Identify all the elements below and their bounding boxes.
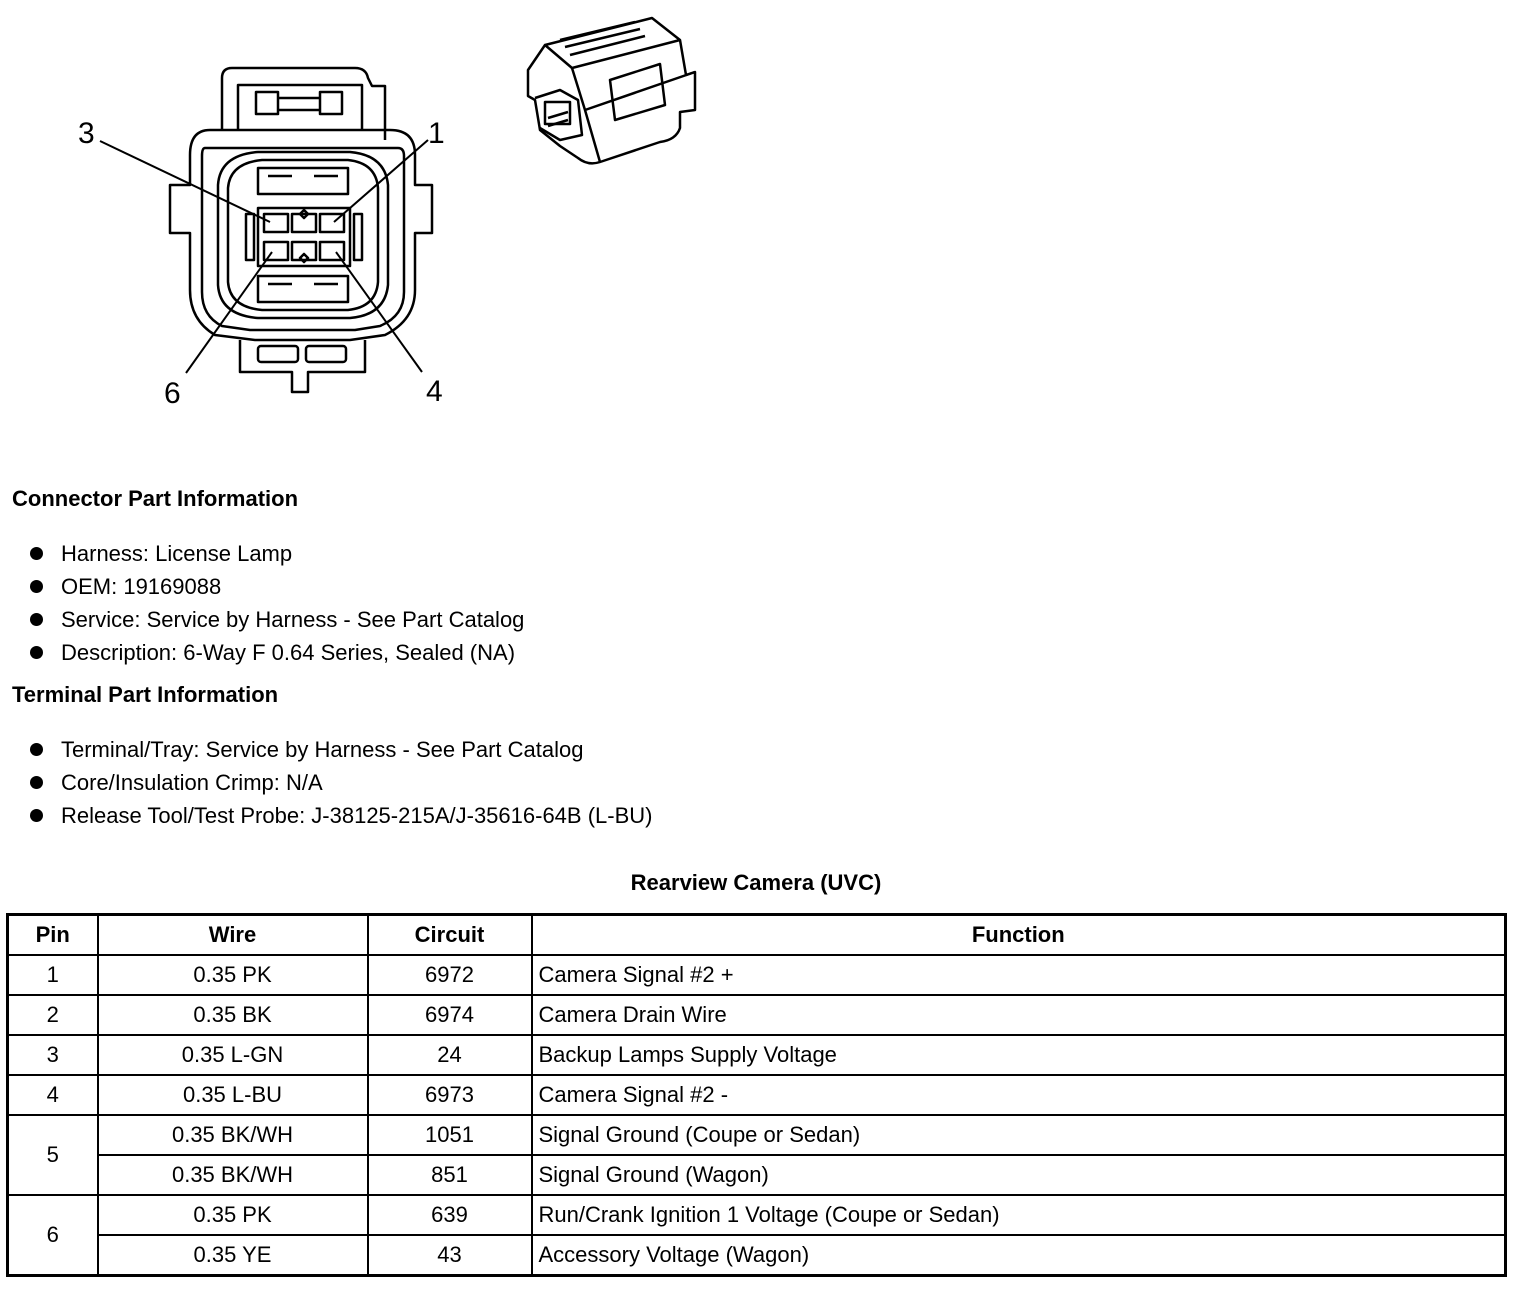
list-item: Release Tool/Test Probe: J-38125-215A/J-35616-64B (L-BU) <box>30 799 652 832</box>
column-header-function: Function <box>532 915 1506 956</box>
function-cell: Run/Crank Ignition 1 Voltage (Coupe or Sedan) <box>532 1195 1506 1235</box>
column-header-wire: Wire <box>98 915 368 956</box>
table-row <box>8 995 1506 1035</box>
function-cell: Camera Signal #2 - <box>532 1075 1506 1115</box>
circuit-cell: 24 <box>368 1035 532 1075</box>
pin-cell: 5 <box>8 1115 98 1195</box>
circuit-cell: 1051 <box>368 1115 532 1155</box>
pinout-table <box>6 913 1507 1277</box>
table-row <box>8 1195 1506 1235</box>
table-row <box>8 1075 1506 1115</box>
list-item: Harness: License Lamp <box>30 537 524 570</box>
function-cell: Signal Ground (Wagon) <box>532 1155 1506 1195</box>
list-item: OEM: 19169088 <box>30 570 524 603</box>
wire-cell: 0.35 BK <box>98 995 368 1035</box>
list-item: Service: Service by Harness - See Part Catalog <box>30 603 524 636</box>
table-row <box>8 955 1506 995</box>
table-row <box>8 1115 1506 1155</box>
pin-callout-3: 3 <box>78 117 95 150</box>
pin-callout-1: 1 <box>428 117 445 150</box>
wire-cell: 0.35 BK/WH <box>98 1115 368 1155</box>
table-row <box>8 1155 1506 1195</box>
wire-cell: 0.35 L-GN <box>98 1035 368 1075</box>
pin-cell: 6 <box>8 1195 98 1276</box>
connector-info-list <box>30 537 524 669</box>
wire-cell: 0.35 PK <box>98 1195 368 1235</box>
circuit-cell: 6973 <box>368 1075 532 1115</box>
wire-cell: 0.35 L-BU <box>98 1075 368 1115</box>
column-header-circuit: Circuit <box>368 915 532 956</box>
connector-info-heading: Connector Part Information <box>12 486 299 511</box>
function-cell: Camera Signal #2 + <box>532 955 1506 995</box>
list-item: Core/Insulation Crimp: N/A <box>30 766 652 799</box>
circuit-cell: 6972 <box>368 955 532 995</box>
pin-cell: 2 <box>8 995 98 1035</box>
terminal-info-heading: Terminal Part Information <box>12 682 279 707</box>
function-cell: Camera Drain Wire <box>532 995 1506 1035</box>
connector-isometric-icon <box>528 18 695 163</box>
table-row <box>8 1235 1506 1276</box>
list-item: Description: 6-Way F 0.64 Series, Sealed (NA) <box>30 636 524 669</box>
pin-cell: 4 <box>8 1075 98 1115</box>
pin-cell: 3 <box>8 1035 98 1075</box>
wire-cell: 0.35 YE <box>98 1235 368 1276</box>
function-cell: Backup Lamps Supply Voltage <box>532 1035 1506 1075</box>
wire-cell: 0.35 BK/WH <box>98 1155 368 1195</box>
terminal-info-list <box>30 733 652 832</box>
function-cell: Signal Ground (Coupe or Sedan) <box>532 1115 1506 1155</box>
circuit-cell: 639 <box>368 1195 532 1235</box>
circuit-cell: 851 <box>368 1155 532 1195</box>
function-cell: Accessory Voltage (Wagon) <box>532 1235 1506 1276</box>
wire-cell: 0.35 PK <box>98 955 368 995</box>
table-header-row <box>8 915 1506 956</box>
table-row <box>8 1035 1506 1075</box>
pin-cell: 1 <box>8 955 98 995</box>
list-item: Terminal/Tray: Service by Harness - See Part Catalog <box>30 733 652 766</box>
column-header-pin: Pin <box>8 915 98 956</box>
pin-callout-6: 6 <box>164 377 181 410</box>
table-title: Rearview Camera (UVC) <box>630 870 882 895</box>
pin-callout-4: 4 <box>426 375 443 408</box>
circuit-cell: 43 <box>368 1235 532 1276</box>
circuit-cell: 6974 <box>368 995 532 1035</box>
connector-diagram <box>0 0 760 420</box>
